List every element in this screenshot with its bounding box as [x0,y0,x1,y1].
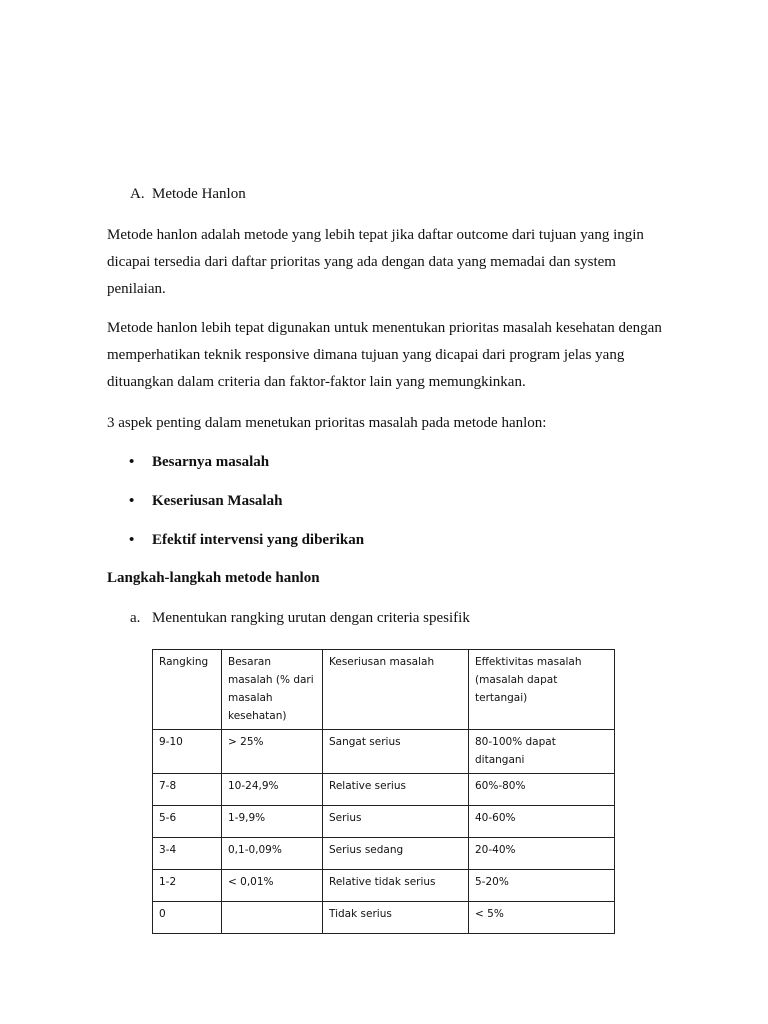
section-marker: A. [130,186,145,202]
cell-rangking: 9-10 [153,730,222,774]
cell-effektivitas: 20-40% [469,838,615,870]
cell-besaran: 1-9,9% [222,806,323,838]
cell-keseriusan: Sangat serius [323,730,469,774]
list-item-text: Keseriusan Masalah [152,493,283,509]
cell-rangking: 0 [153,902,222,934]
cell-effektivitas: 80-100% dapat ditangani [469,730,615,774]
header-rangking: Rangking [153,650,222,730]
step-a [130,610,470,627]
section-heading [130,186,246,203]
bullet-icon: • [129,493,135,509]
paragraph-usage: Metode hanlon lebih tepat digunakan untuk menentukan prioritas masalah kesehatan dengan memperhatikan teknik responsive dimana tujuan yang dicapai dari program jelas yang dituangkan dalam criteria dan faktor-faktor lain yang memungkinkan. [107,320,662,390]
list-item [107,450,364,489]
cell-effektivitas: 60%-80% [469,774,615,806]
cell-effektivitas: < 5% [469,902,615,934]
cell-besaran: 10-24,9% [222,774,323,806]
list-item-text: Besarnya masalah [152,454,270,470]
cell-besaran: < 0,01% [222,870,323,902]
list-item [107,528,364,567]
cell-rangking: 5-6 [153,806,222,838]
cell-besaran: 0,1-0,09% [222,838,323,870]
table-row [153,806,615,838]
ranking-criteria-table [152,649,615,934]
list-item-text: Efektif intervensi yang diberikan [152,532,365,548]
table-row [153,838,615,870]
cell-besaran: > 25% [222,730,323,774]
cell-keseriusan: Serius sedang [323,838,469,870]
bullet-icon: • [129,454,135,470]
list-item [107,489,364,528]
cell-rangking: 7-8 [153,774,222,806]
cell-effektivitas: 5-20% [469,870,615,902]
steps-heading: Langkah-langkah metode hanlon [107,570,320,586]
section-title: Metode Hanlon [152,186,246,202]
cell-besaran [222,902,323,934]
header-effektivitas: Effektivitas masalah (masalah dapat tertangai) [469,650,615,730]
cell-keseriusan: Serius [323,806,469,838]
cell-keseriusan: Tidak serius [323,902,469,934]
table-row [153,870,615,902]
cell-rangking: 1-2 [153,870,222,902]
cell-effektivitas: 40-60% [469,806,615,838]
aspects-list [107,450,364,567]
table-row [153,774,615,806]
paragraph-aspects-intro: 3 aspek penting dalam menetukan prioritas masalah pada metode hanlon: [107,415,547,431]
header-besaran: Besaran masalah (% dari masalah kesehatan) [222,650,323,730]
cell-keseriusan: Relative serius [323,774,469,806]
cell-keseriusan: Relative tidak serius [323,870,469,902]
bullet-icon: • [129,532,135,548]
paragraph-definition: Metode hanlon adalah metode yang lebih tepat jika daftar outcome dari tujuan yang ingin dicapai tersedia dari daftar prioritas yang ada dengan data yang memadai dan system penilaian. [107,227,644,297]
table-header-row [153,650,615,730]
table-row [153,902,615,934]
step-marker: a. [130,610,141,626]
cell-rangking: 3-4 [153,838,222,870]
step-text: Menentukan rangking urutan dengan criteria spesifik [152,610,470,626]
header-keseriusan: Keseriusan masalah [323,650,469,730]
table-row [153,730,615,774]
